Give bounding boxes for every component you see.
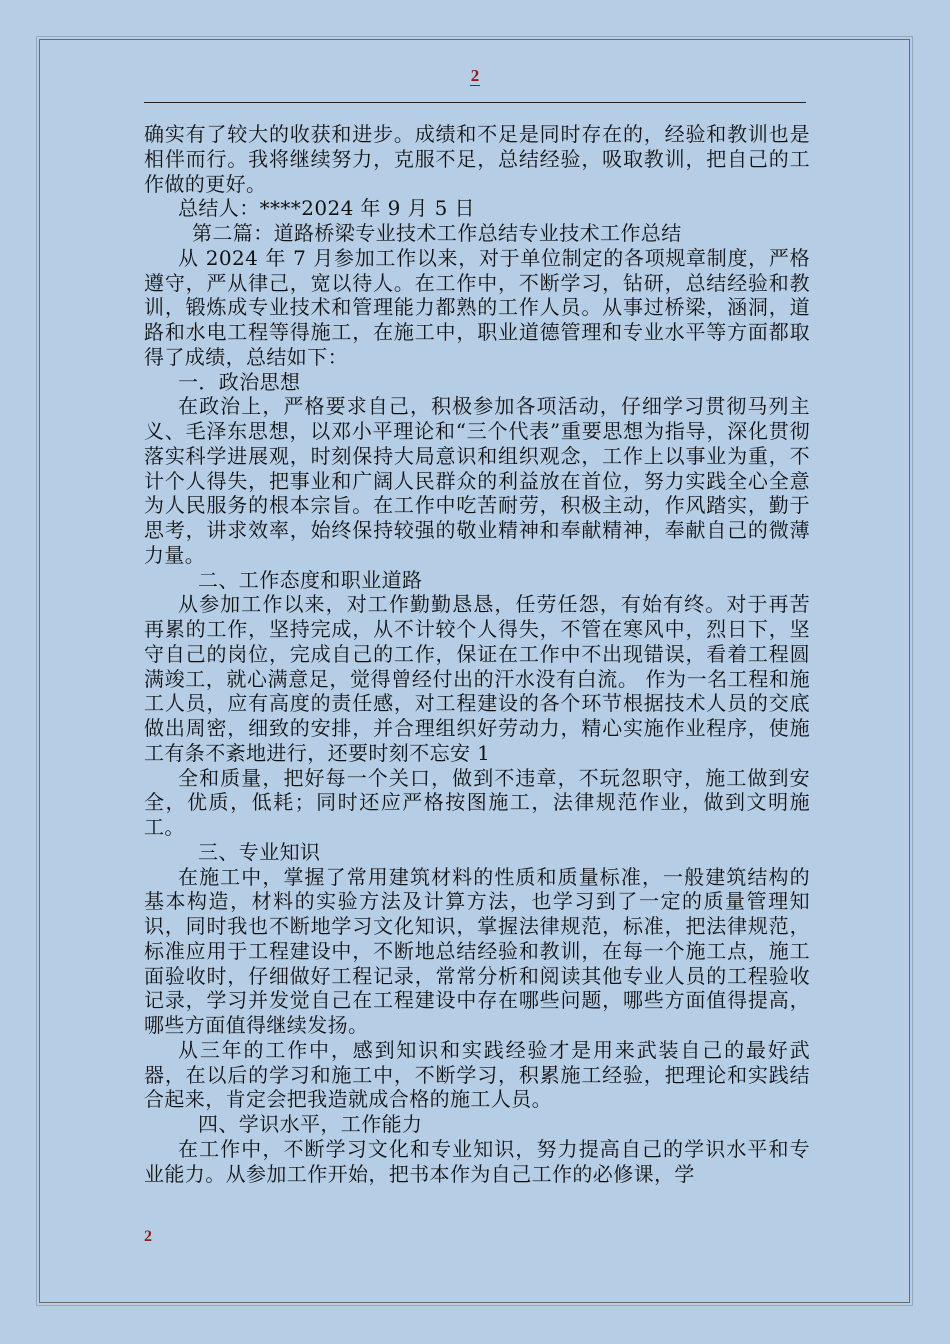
section-title: 第二篇：道路桥梁专业技术工作总结专业技术工作总结 xyxy=(192,221,682,245)
document-body xyxy=(144,122,810,1186)
paragraph: 在施工中，掌握了常用建筑材料的性质和质量标准，一般建筑结构的基本构造，材料的实验方法及计算方法，也学习到了一定的质量管理知识，同时我也不断地学习文化知识，掌握法律规范，标准，把法律规范，标准应用于工程建设中，不断地总结经验和教训，在每一个施工点，施工面验收时，仔细做好工程记录，常常分析和阅读其他专业人员的工程验收记录，学习并发觉自己在工程建设中存在哪些问题，哪些方面值得提高，哪些方面值得继续发扬。 xyxy=(144,864,810,1037)
section-heading: 二、工作态度和职业道路 xyxy=(198,567,423,592)
section-heading: 一．政治思想 xyxy=(178,369,301,394)
paragraph: 在政治上，严格要求自己，积极参加各项活动，仔细学习贯彻马列主义、毛泽东思想，以邓小平理论和“三个代表”重要思想为指导，深化贯彻落实科学进展观，时刻保持大局意识和组织观念，工作上以事业为重，不计个人得失，把事业和广阔人民群众的利益放在首位，努力实践全心全意为人民服务的根本宗旨。在工作中吃苦耐劳，积极主动，作风踏实，勤于思考，讲求效率，始终保持较强的敬业精神和奉献精神，奉献自己的微薄力量。 xyxy=(144,394,810,567)
paragraph: 从参加工作以来，对工作勤勤恳恳，任劳任怨，有始有终。对于再苦再累的工作，坚持完成，从不计较个人得失，不管在寒风中，烈日下，坚守自己的岗位，完成自己的工作，保证在工作中不出现错误，看着工程圆满竣工，就心满意足，觉得曾经付出的汗水没有白流。 作为一名工程和施工人员，应有高度的责任感，对工程建设的各个环节根据技术人员的交底做出周密，细致的安排，并合理组织好劳动力，精心实施作业程序，使施工有条不紊地进行，还要时刻不忘安 1 xyxy=(144,592,810,765)
paragraph: 全和质量，把好每一个关口，做到不违章，不玩忽职守，施工做到安全，优质，低耗；同时还应严格按图施工，法律规范作业，做到文明施工。 xyxy=(144,765,810,839)
section-heading: 四、学识水平，工作能力 xyxy=(198,1112,423,1136)
signature-line: 总结人：****2024 年 9 月 5 日 xyxy=(178,196,475,221)
section-heading: 三、专业知识 xyxy=(198,839,321,864)
paragraph: 确实有了较大的收获和进步。成绩和不足是同时存在的，经验和教训也是相伴而行。我将继续努力，克服不足，总结经验，吸取教训，把自己的工作做的更好。 xyxy=(144,122,810,196)
footer-page-number: 2 xyxy=(144,1228,152,1245)
header-divider xyxy=(144,102,806,103)
header-page-number: 2 xyxy=(470,66,480,85)
paragraph: 在工作中，不断学习文化和专业知识，努力提高自己的学识水平和专业能力。从参加工作开始，把书本作为自己工作的必修课，学 xyxy=(144,1136,810,1186)
paragraph: 从 2024 年 7 月参加工作以来，对于单位制定的各项规章制度，严格遵守，严从律己，宽以待人。在工作中，不断学习，钻研，总结经验和教训，锻炼成专业技术和管理能力都熟的工作人员。从事过桥梁，涵洞，道路和水电工程等得施工，在施工中，职业道德管理和专业水平等方面都取得了成绩，总结如下： xyxy=(144,245,810,369)
paragraph: 从三年的工作中，感到知识和实践经验才是用来武装自己的最好武器，在以后的学习和施工中，不断学习，积累施工经验，把理论和实践结合起来，肯定会把我造就成合格的施工人员。 xyxy=(144,1037,810,1112)
